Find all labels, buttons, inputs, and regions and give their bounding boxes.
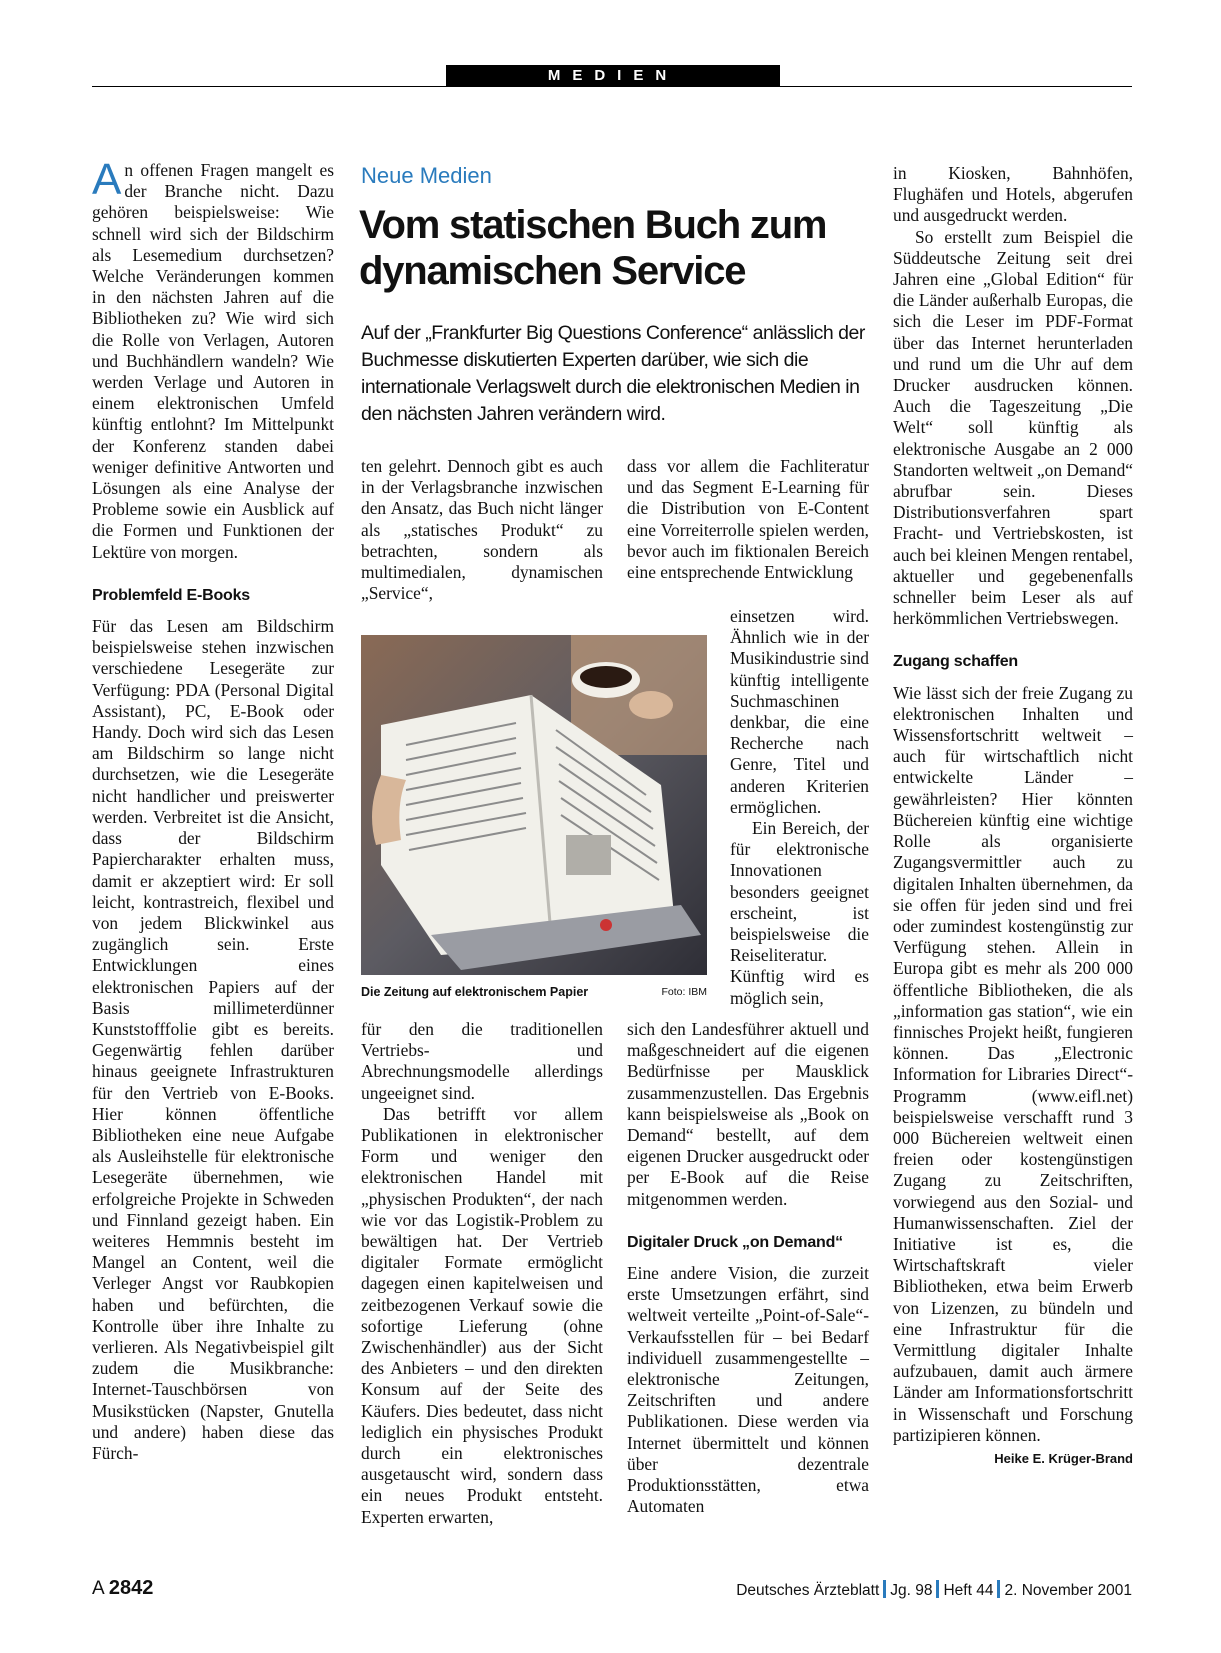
paragraph: sich den Landesführer aktuell und maßgeschneidert auf die eigenen Bedürfnisse per Mausklick zusammenzustellen. Das Ergebnis kann beispielsweise als „Book on Demand“ bestellt, auf dem eigenen Drucker ausgedruckt oder per E-Book auf die Reise mitgenommen werden. (627, 1019, 869, 1209)
article-column-3-wrap (730, 606, 869, 1009)
subheading-e-books: Problemfeld E-Books (92, 586, 251, 604)
header-rule (92, 86, 1132, 87)
paragraph: Wie lässt sich der freie Zugang zu elektronischen Inhalten und Wissensfortschritt weltweit – auch für wirtschaftlich nicht entwickelte Länder – gewährleisten? Hier könnten Büchereien künftig eine wichtige Rolle als organisierte Zugangsvermittler auch zu digitalen Inhalten übernehmen, da sie offen für jeden sind und frei oder zumindest kostengünstig zur Verfügung stehen. Allein in Europa gibt es mehr als 200 000 öffentliche Bibliotheken, die als „information gas station“, wie ein finnisches Projekt heißt, fungieren können. Das „Electronic Information for Libraries Direct“-Programm (www.eifl.net) beispielsweise verschafft rund 3 000 Büchereien weltweit einen freien oder kostengünstigen Zugang zu Zeitschriften, vorwiegend aus den Sozial- und Humanwissenschaften. Ziel der Initiative ist es, die Wirtschaftskraft vieler Bibliotheken, etwa beim Erwerb von Lizenzen, zu bündeln und eine Infrastruktur für die Vermittlung digitaler Inhalte aufzubauen, damit auch ärmere Länder am Informationsfortschritt in Wissenschaft und Forschung partizipieren können. Heike E. Krüger-Brand (893, 683, 1133, 1446)
paragraph: Ein Bereich, der für elektronische Innovationen besonders geeignet erscheint, ist beispielsweise die Reiseliteratur. Künftig wird es möglich sein, (730, 818, 869, 1008)
article-column-2-top (361, 456, 603, 604)
volume: Jg. 98 (890, 1582, 933, 1599)
paragraph: dass vor allem die Fachliteratur und das Segment E-Learning für die Distribution von E-Content eine Vorreiterrolle spielen werden, bevor auch im fiktionalen Bereich eine entsprechende Entwicklung (627, 456, 869, 583)
separator (936, 1580, 939, 1598)
paragraph: Eine andere Vision, die zurzeit erste Umsetzungen erfährt, sind weltweit verteilte „Point-of-Sale“-Verkaufsstellen für – bei Bedarf individuell zusammengestellte – elektronische Zeitungen, Zeitschriften und andere Publikationen. Diese werden via Internet übermittelt und können über dezentrale Produktionsstätten, etwa Automaten (627, 1263, 869, 1517)
drop-cap: A (92, 155, 122, 204)
article-kicker: Neue Medien (361, 163, 492, 188)
page-number-value: 2842 (108, 1577, 154, 1599)
separator (997, 1580, 1000, 1598)
author-name: Heike E. Krüger-Brand (994, 1450, 1133, 1466)
paragraph: in Kiosken, Bahnhöfen, Flughäfen und Hotels, abgerufen und ausgedruckt werden. (893, 163, 1133, 226)
separator (883, 1580, 886, 1598)
photo-caption (361, 985, 707, 999)
paragraph: ten gelehrt. Dennoch gibt es auch in der Verlagsbranche inzwischen den Ansatz, das Buch nicht länger als „statisches Produkt“ zu betrachten, sondern als multimedialen, dynamischen „Service“, (361, 456, 603, 604)
issue: Heft 44 (943, 1582, 994, 1599)
article-lead: Auf der „Frankfurter Big Questions Conference“ anlässlich der Buchmesse diskutierten Experten darüber, wie sich die internationale Verlagswelt durch die elektronischen Medien in den nächsten Jahren verändern wird. (361, 322, 865, 425)
article-column-2-bottom (361, 1019, 603, 1528)
intro-paragraph: An offenen Fragen mangelt es der Branche nicht. Dazu gehören beispielsweise: Wie schnell wird sich der Bildschirm als Lesemedium durchsetzen? Welche Veränderungen kommen in den nächsten Jahren auf die Bibliotheken zu? Wie wird sich die Rolle von Verlagen, Autoren und Buchhändlern wandeln? Wie werden Verlage und Autoren in einem elektronischen Umfeld künftig entlohnt? Im Mittelpunkt der Konferenz standen dabei weniger definitive Antworten und Lösungen als eine Analyse der Probleme sowie ein Ausblick auf die Formen und Funktionen der Lektüre von morgen. (92, 155, 334, 562)
paragraph: Für das Lesen am Bildschirm beispielsweise stehen inzwischen verschiedene Lesegeräte zur Verfügung: PDA (Personal Digital Assistant), PC, E-Book oder Handy. Doch wird sich das Lesen am Bildschirm so lange nicht durchsetzen, wie die Lesegeräte nicht handlicher und preiswerter werden. Verbreitet ist die Ansicht, dass der Bildschirm Papiercharakter erhalten muss, damit er akzeptiert wird: Er soll leicht, kontrastreich, flexibel und von jedem Blickwinkel aus zugänglich sein. Erste Entwicklungen eines elektronischen Papiers auf der Basis millimeterdünner Kunststofffolie gibt es bereits. Gegenwärtig fehlen darüber hinaus geeignete Infrastrukturen für den Vertrieb von E-Books. Hier können öffentliche Bibliotheken eine neue Aufgabe als Ausleihstelle für elektronische Lesegeräte übernehmen, wie erfolgreiche Projekte in Schweden und Finnland gezeigt haben. Ein weiteres Hemmnis besteht im Mangel an Content, weil die Verleger Angst vor Raubkopien haben und befürchten, die Kontrolle über ihre Inhalte zu verlieren. Als Negativbeispiel gilt zudem die Musikbranche: Internet-Tauschbörsen von Musikstücken (Napster, Gnutella und andere) haben diese das Fürch- (92, 616, 334, 1463)
article-column-3-top (627, 456, 869, 583)
paragraph: Das betrifft vor allem Publikationen in elektronischer Form und weniger den elektronischen Handel mit „physischen Produkten“, der nach wie vor das Logistik-Problem zu bewältigen hat. Der Vertrieb digitaler Formate ermöglicht dagegen einen kapitelweisen und zeitbezogenen Verkauf sowie die sofortige Lieferung (ohne Zwischenhändler) aus der Sicht des Anbieters – und den direkten Konsum auf der Seite des Käufers. Dies bedeutet, dass nicht lediglich ein physisches Produkt durch ein elektronisches ausgetauscht wird, sondern dass ein neues Produkt entsteht. Experten erwarten, (361, 1103, 603, 1527)
journal-name: Deutsches Ärzteblatt (736, 1582, 880, 1599)
article-headline: Vom statischen Buch zum dynamischen Service (359, 203, 827, 293)
paragraph: So erstellt zum Beispiel die Süddeutsche Zeitung seit drei Jahren eine „Global Edition“ für die Länder außerhalb Europas, die sich die Leser im PDF-Format über das Internet herunterladen und rund um die Uhr auf dem Drucker ausdrucken können. Auch die Tageszeitung „Die Welt“ soll künftig als elektronische Ausgabe an 2 000 Standorten weltweit „on Demand“ abrufbar sein. Dieses Distributionsverfahren spart Fracht- und Vertriebskosten, ist auch bei kleinen Mengen rentabel, aktueller und gegebenenfalls schneller beim Leser als auf herkömmlichen Vertriebswegen. (893, 226, 1134, 629)
photo-credit: Foto: IBM (661, 986, 707, 998)
article-column-1 (92, 155, 334, 1464)
subheading-access: Zugang schaffen (893, 653, 1019, 671)
section-label: MEDIEN (446, 65, 780, 86)
article-column-4 (893, 163, 1133, 1469)
subheading-digital-print: Digitaler Druck „on Demand“ (627, 1233, 843, 1251)
date: 2. November 2001 (1004, 1582, 1132, 1599)
caption-text: Die Zeitung auf elektronischem Papier (361, 985, 589, 999)
paragraph: für den die traditionellen Vertriebs- und Abrechnungsmodelle allerdings ungeeignet sind. (361, 1019, 603, 1103)
newspaper-photo-illustration (361, 635, 707, 975)
photo-electronic-paper (361, 635, 707, 975)
page-prefix: A (92, 1578, 104, 1599)
article-column-3-bottom (627, 1019, 869, 1517)
page-number (92, 1577, 153, 1600)
paragraph: einsetzen wird. Ähnlich wie in der Musikindustrie sind künftig intelligente Suchmaschinen denkbar, die eine Recherche nach Genre, Titel und anderen Kriterien ermöglichen. (730, 606, 869, 817)
footer-citation (736, 1580, 1132, 1600)
